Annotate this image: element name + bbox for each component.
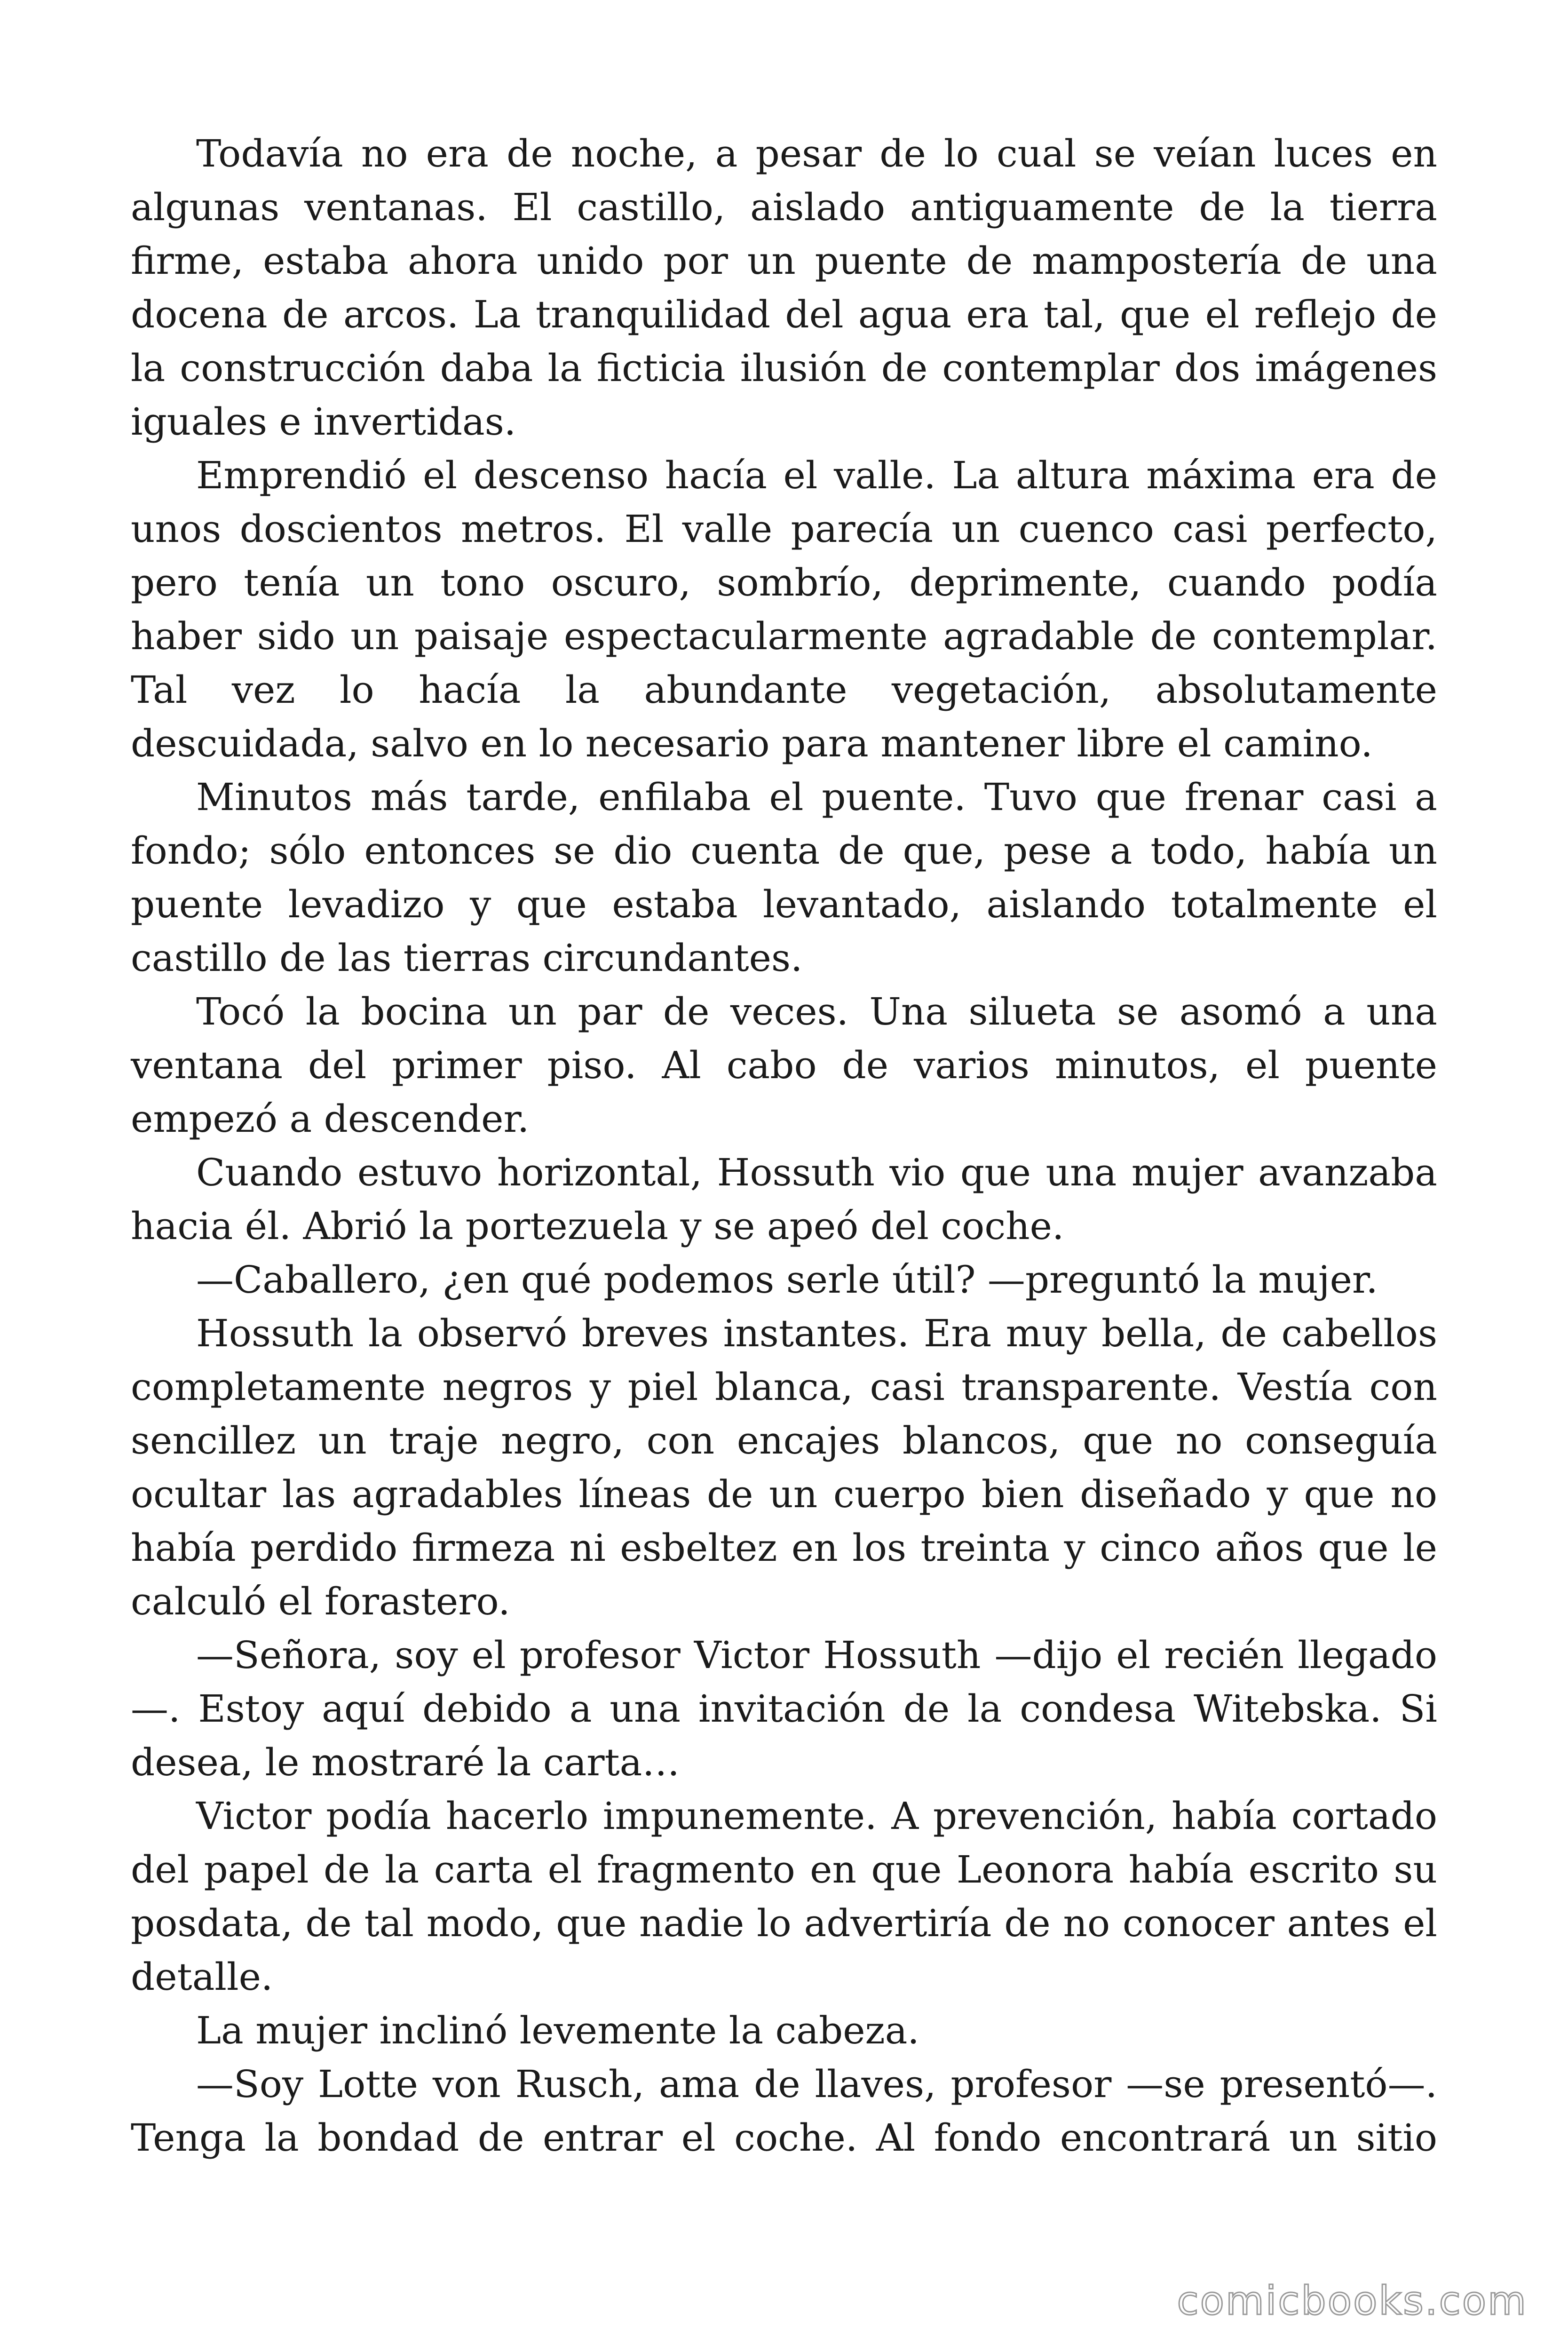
paragraph-last: —Soy Lotte von Rusch, ama de llaves, profesor —se presentó—. Tenga la bondad de entrar el coche. Al fondo encontrará un sitio (131, 2062, 1437, 2160)
body-text (131, 127, 1437, 2165)
paragraph: Emprendió el descenso hacía el valle. La altura máxima era de unos doscientos metros. El valle parecía un cuenco casi perfecto, pero tenía un tono oscuro, sombrío, deprimente, cuando podía haber sido un paisaje espectacularmente agradable de contemplar. Tal vez lo hacía la abundante vegetación, absolutamente descuidada, salvo en lo necesario para mantener libre el camino. (131, 453, 1437, 765)
watermark: comicbooks.com (1177, 2278, 1528, 2324)
paragraph: Todavía no era de noche, a pesar de lo cual se veían luces en algunas ventanas. El castillo, aislado antiguamente de la tierra firme, estaba ahora unido por un puente de mampostería de una docena de arcos. La tranquilidad del agua era tal, que el reflejo de la construcción daba la ficticia ilusión de contemplar dos imágenes iguales e invertidas. (131, 132, 1437, 444)
paragraph: Minutos más tarde, enfilaba el puente. Tuvo que frenar casi a fondo; sólo entonces se dio cuenta de que, pese a todo, había un puente levadizo y que estaba levantado, aislando totalmente el castillo de las tierras circundantes. (131, 775, 1437, 980)
paragraph: La mujer inclinó levemente la cabeza. (196, 2009, 919, 2052)
paragraph: —Caballero, ¿en qué podemos serle útil? —preguntó la mujer. (196, 1258, 1378, 1302)
paragraph: Victor podía hacerlo impunemente. A prevención, había cortado del papel de la carta el fragmento en que Leonora había escrito su posdata, de tal modo, que nadie lo advertiría de no conocer antes el detalle. (131, 1794, 1437, 1999)
paragraph: Cuando estuvo horizontal, Hossuth vio que una mujer avanzaba hacia él. Abrió la portezuela y se apeó del coche. (131, 1151, 1437, 1248)
paragraph: Hossuth la observó breves instantes. Era muy bella, de cabellos completamente negros y piel blanca, casi transparente. Vestía con sencillez un traje negro, con encajes blancos, que no conseguía ocultar las agradables líneas de un cuerpo bien diseñado y que no había perdido firmeza ni esbeltez en los treinta y cinco años que le calculó el forastero. (131, 1311, 1437, 1623)
paragraph: —Señora, soy el profesor Victor Hossuth —dijo el recién llegado —. Estoy aquí debido a una invitación de la condesa Witebska. Si desea, le mostraré la carta… (131, 1633, 1437, 1784)
paragraph: Tocó la bocina un par de veces. Una silueta se asomó a una ventana del primer piso. Al cabo de varios minutos, el puente empezó a descender. (131, 990, 1437, 1141)
